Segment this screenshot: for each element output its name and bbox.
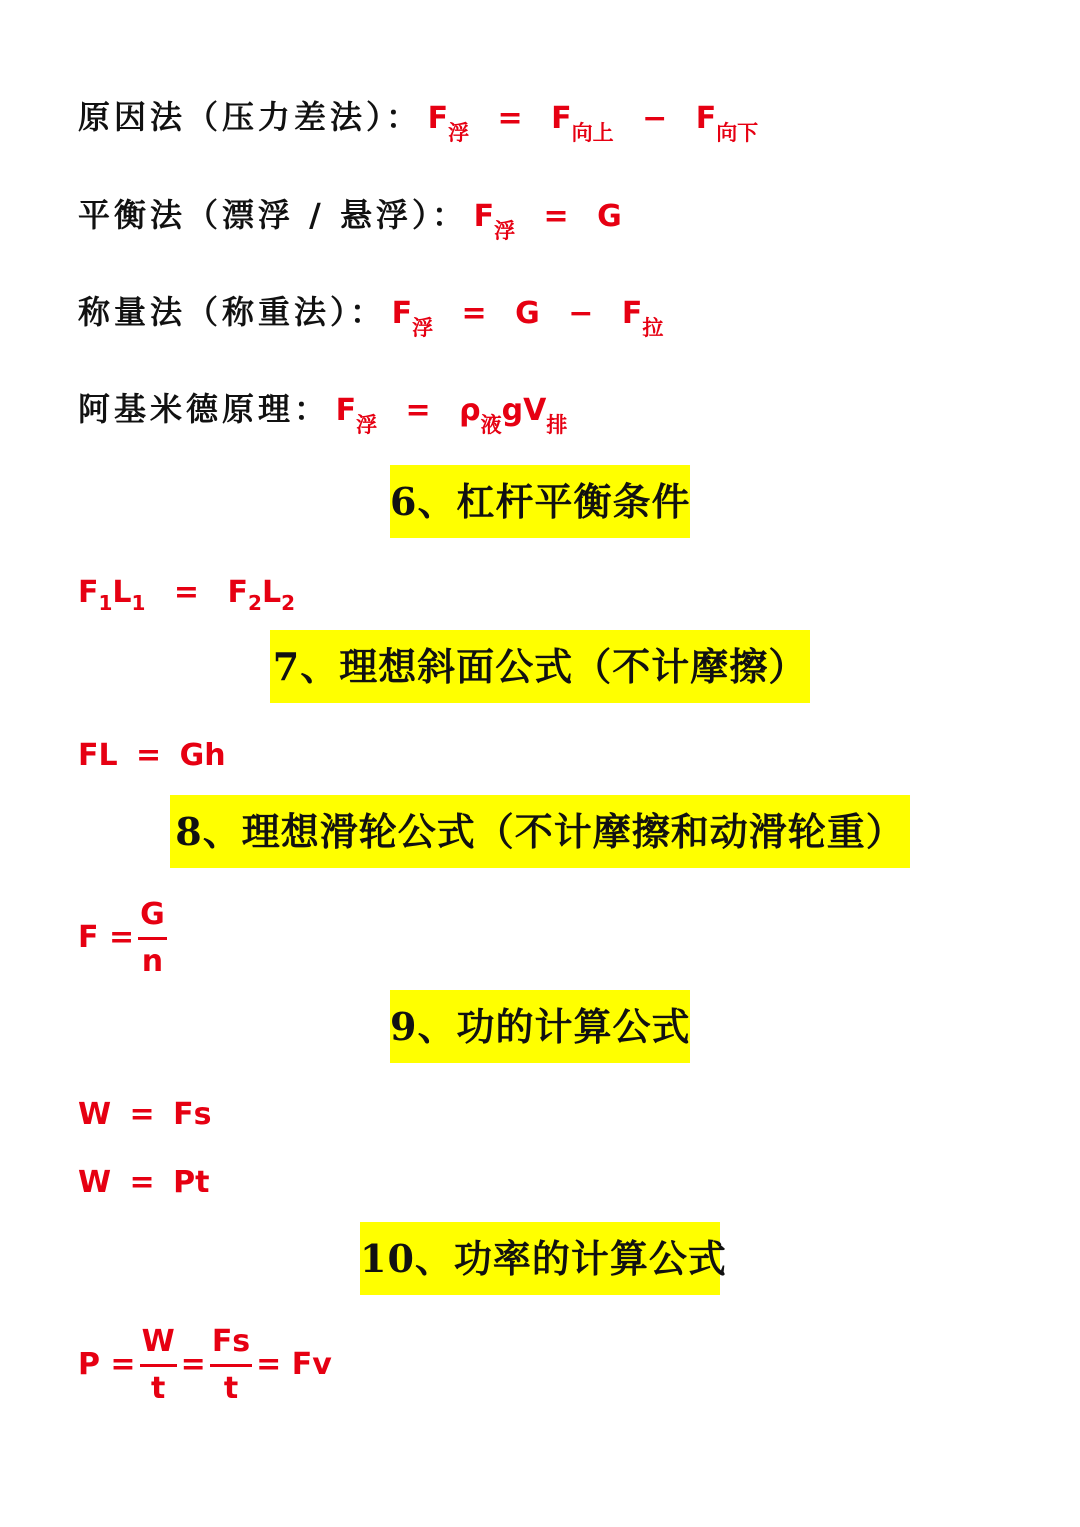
section-heading-power: 10、功率的计算公式	[360, 1222, 720, 1295]
pressure-difference-method-row	[78, 92, 758, 147]
fraction: $\frac{Fs}{t}$	[211, 1324, 251, 1406]
incline-formula: FL = Gh	[78, 738, 226, 773]
fraction: $\frac{W}{t}$	[141, 1324, 175, 1406]
buoyancy-formula: $F_浮 = F_{向上} - F_{向下}$	[427, 101, 759, 145]
lever-formula: $F_1L_1 = F_2L_2$	[78, 575, 295, 615]
buoyancy-formula: $F_浮 = G - F_拉$	[391, 296, 664, 340]
section-heading-work: 9、功的计算公式	[390, 990, 690, 1063]
section-heading-incline: 7、理想斜面公式（不计摩擦）	[270, 630, 810, 703]
fraction: $\frac{G}{n}$	[140, 897, 165, 979]
pulley-formula: F = $\frac{G}{n}$	[78, 895, 171, 982]
section-heading-lever: 6、杠杆平衡条件	[390, 465, 690, 538]
section-heading-pulley: 8、理想滑轮公式（不计摩擦和动滑轮重）	[170, 795, 910, 868]
power-formula: P = $\frac{W}{t}$ = $\frac{Fs}{t}$ = Fv	[78, 1322, 332, 1409]
work-formula-power: W = Pt	[78, 1165, 210, 1200]
buoyancy-formula: $F_浮 = \rho_液gV_排$	[335, 393, 568, 437]
archimedes-principle-row	[78, 384, 567, 439]
weighing-method-row	[78, 287, 663, 342]
method-label: 原因法（压力差法）：	[78, 98, 423, 136]
balance-method-row	[78, 190, 622, 245]
method-label: 平衡法（漂浮 / 悬浮）：	[78, 196, 468, 234]
method-label: 阿基米德原理：	[78, 390, 331, 428]
work-formula-force: W = Fs	[78, 1097, 212, 1132]
method-label: 称量法（称重法）：	[78, 293, 387, 331]
buoyancy-formula: $F_浮 = G$	[473, 199, 622, 243]
